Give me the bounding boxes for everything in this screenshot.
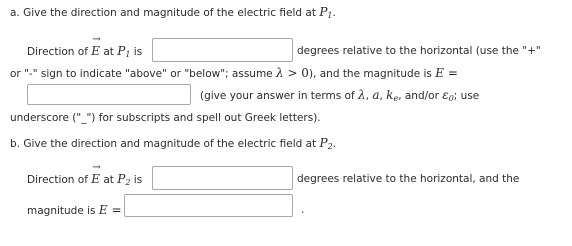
direction-a-suffix: degrees relative to the horizontal (use the "+" [297,45,541,57]
magnitude-b-label: magnitude is E = [27,203,122,217]
lambda-symbol: λ [358,88,366,102]
direction-b-suffix: degrees relative to the horizontal, and the [297,173,520,185]
hint-a: (give your answer in terms of λ, a, $k_e$, and/or $\varepsilon_0$; use [200,88,480,103]
direction-b-label: Direction of E → at $P_2$ is [27,162,143,187]
point-p1: $P_1$ [319,5,333,20]
hint-a-continued: underscore ("_") for subscripts and spell out Greek letters). [10,112,321,124]
point-p1-label: $P_1$ [117,44,131,59]
lambda-gt-zero: λ > 0 [276,66,309,80]
epsilon0-symbol: $\varepsilon_0$ [442,88,454,103]
a-symbol: a [372,88,380,102]
question-a-text: a. Give the direction and magnitude of the electric field at [10,7,316,19]
point-p2: $P_2$ [319,136,333,151]
e-field-vector-symbol-b: E → [91,162,101,186]
question-b: b. Give the direction and magnitude of the electric field at $P_2$. [10,136,337,151]
e-magnitude-symbol-b: E = [98,203,122,217]
sign-note-a: or "-" sign to indicate "above" or "below"; assume λ > 0), and the magnitude is E = [10,66,458,80]
point-p2-label: $P_2$ [117,172,131,187]
magnitude-b-input[interactable] [124,194,293,217]
question-a: a. Give the direction and magnitude of the electric field at $P_1$. [10,5,336,20]
direction-a-input[interactable] [152,38,293,62]
direction-b-input[interactable] [152,166,293,190]
trailing-period: . [301,204,305,216]
ke-symbol: $k_e$ [386,88,399,103]
e-field-vector-symbol: E → [91,34,101,58]
e-magnitude-symbol: E = [435,66,458,80]
magnitude-a-input[interactable] [27,84,191,105]
direction-a-label: Direction of E → at $P_1$ is [27,34,143,59]
question-b-text: b. Give the direction and magnitude of the electric field at [10,138,317,150]
